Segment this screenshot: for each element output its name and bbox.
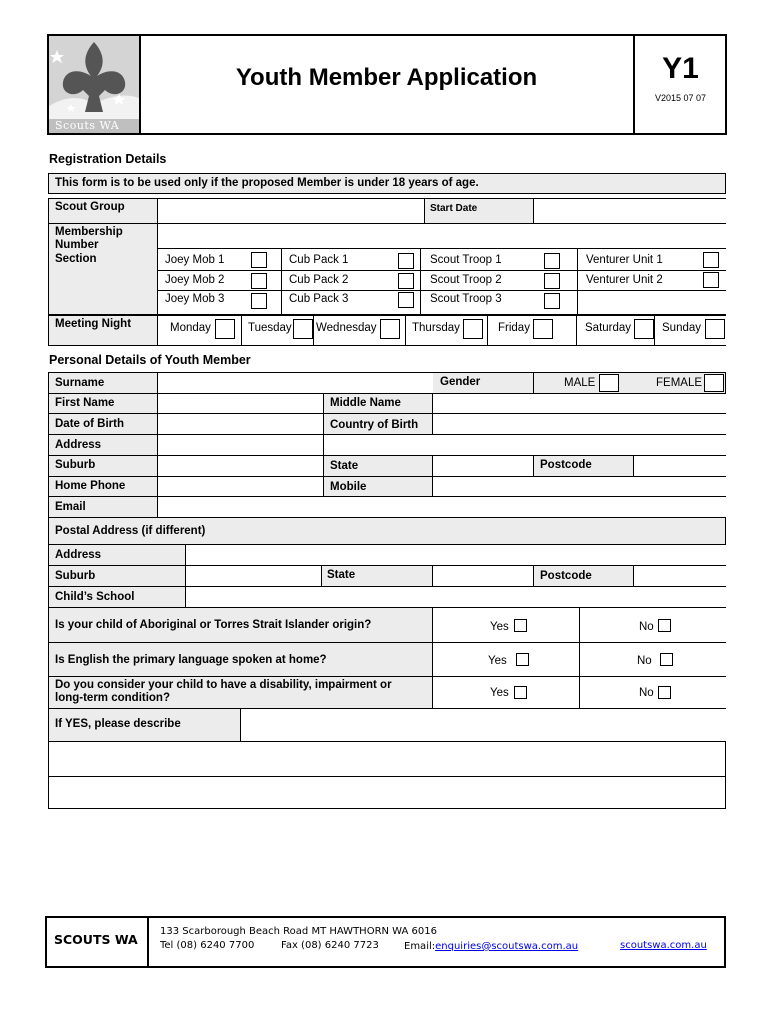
page-title: Youth Member Application: [235, 64, 538, 91]
checkbox-friday[interactable]: [533, 319, 553, 339]
checkbox-joey-2[interactable]: [251, 273, 267, 289]
describe-label: If YES, please describe: [55, 718, 181, 730]
mobile-input[interactable]: [432, 477, 726, 496]
postal-postcode-input[interactable]: [633, 566, 726, 586]
suburb-label: Suburb: [55, 459, 96, 471]
postal-address-label: Address: [55, 549, 102, 561]
section-cub-1: Cub Pack 1: [289, 254, 349, 266]
checkbox-joey-3[interactable]: [251, 293, 267, 309]
gender-female-label: FEMALE: [656, 377, 703, 389]
disability-yes-label: Yes: [490, 687, 509, 699]
email-label: Email: [55, 501, 86, 513]
section-venturer-1: Venturer Unit 1: [586, 254, 663, 266]
childs-school-label: Child’s School: [55, 591, 135, 603]
checkbox-venturer-1[interactable]: [703, 252, 719, 268]
section-label: Section: [55, 253, 97, 265]
state-label: State: [330, 460, 359, 472]
checkbox-disability-yes[interactable]: [514, 686, 527, 699]
checkbox-monday[interactable]: [215, 319, 235, 339]
footer-fax: Fax (08) 6240 7723: [281, 940, 379, 951]
meeting-night-label: Meeting Night: [55, 318, 132, 330]
section-scout-3: Scout Troop 3: [430, 293, 502, 305]
registration-heading: Registration Details: [49, 152, 167, 166]
form-code: Y1: [662, 52, 699, 85]
membership-number-label: Membership Number: [55, 226, 123, 251]
aboriginal-yes-label: Yes: [490, 621, 509, 633]
section-scout-2: Scout Troop 2: [430, 274, 502, 286]
checkbox-joey-1[interactable]: [251, 252, 267, 268]
section-venturer-2: Venturer Unit 2: [586, 274, 663, 286]
english-yes-label: Yes: [488, 655, 507, 667]
checkbox-aboriginal-no[interactable]: [658, 619, 671, 632]
checkbox-venturer-2[interactable]: [703, 272, 719, 288]
day-friday: Friday: [498, 322, 530, 334]
footer-org: SCOUTS WA: [54, 932, 138, 947]
checkbox-cub-1[interactable]: [398, 253, 414, 269]
checkbox-tuesday[interactable]: [293, 319, 313, 339]
english-no-label: No: [637, 655, 652, 667]
postal-postcode-label: Postcode: [540, 570, 592, 582]
country-of-birth-input[interactable]: [432, 414, 726, 434]
form-version: V2015 07 07: [654, 93, 707, 103]
country-of-birth-label: Country of Birth: [330, 419, 419, 431]
aboriginal-question: Is your child of Aboriginal or Torres Strait Islander origin?: [55, 619, 372, 631]
day-tuesday: Tuesday: [248, 322, 292, 334]
age-notice-text: This form is to be used only if the proposed Member is under 18 years of age.: [55, 177, 479, 189]
checkbox-scout-2[interactable]: [544, 273, 560, 289]
day-wednesday: Wednesday: [316, 322, 377, 334]
state-input[interactable]: [432, 456, 534, 476]
checkbox-cub-2[interactable]: [398, 273, 414, 289]
membership-number-input[interactable]: [157, 224, 726, 248]
checkbox-scout-1[interactable]: [544, 253, 560, 269]
checkbox-english-no[interactable]: [660, 653, 673, 666]
surname-input[interactable]: [157, 373, 433, 393]
childs-school-input[interactable]: [185, 587, 726, 607]
personal-heading: Personal Details of Youth Member: [49, 353, 251, 367]
middle-name-label: Middle Name: [330, 397, 401, 409]
section-joey-1: Joey Mob 1: [165, 254, 225, 266]
home-phone-input[interactable]: [157, 477, 324, 496]
checkbox-thursday[interactable]: [463, 319, 483, 339]
age-notice: [48, 173, 726, 194]
section-scout-1: Scout Troop 1: [430, 254, 502, 266]
middle-name-input[interactable]: [432, 394, 726, 413]
footer-tel: Tel (08) 6240 7700: [160, 940, 255, 951]
gender-label: Gender: [440, 376, 481, 388]
postal-state-label: State: [327, 569, 356, 581]
section-joey-2: Joey Mob 2: [165, 274, 225, 286]
gender-male-label: MALE: [564, 377, 596, 389]
postal-state-input[interactable]: [432, 566, 534, 586]
suburb-input[interactable]: [157, 456, 324, 476]
scout-group-label: Scout Group: [55, 201, 125, 213]
checkbox-scout-3[interactable]: [544, 293, 560, 309]
day-saturday: Saturday: [585, 322, 632, 334]
checkbox-male[interactable]: [599, 374, 619, 392]
start-date-label: Start Date: [430, 203, 478, 214]
describe-line-3[interactable]: [49, 777, 725, 808]
footer-email: [404, 941, 578, 952]
checkbox-female[interactable]: [704, 374, 724, 392]
footer-email-label: Email:: [404, 941, 436, 952]
section-cub-3: Cub Pack 3: [289, 293, 349, 305]
postal-suburb-label: Suburb: [55, 570, 96, 582]
postcode-input[interactable]: [633, 456, 726, 476]
dob-input[interactable]: [157, 414, 324, 434]
email-input[interactable]: [157, 497, 726, 517]
mobile-label: Mobile: [330, 481, 367, 493]
checkbox-cub-3[interactable]: [398, 292, 414, 308]
day-monday: Monday: [170, 322, 211, 334]
checkbox-aboriginal-yes[interactable]: [514, 619, 527, 632]
dob-label: Date of Birth: [55, 418, 124, 430]
disability-no-label: No: [639, 687, 654, 699]
footer-email-link[interactable]: enquiries@scoutswa.com.au: [435, 941, 579, 952]
day-sunday: Sunday: [662, 322, 702, 334]
logo-text: Scouts WA: [55, 119, 120, 132]
describe-line-2[interactable]: [49, 742, 725, 776]
aboriginal-no-label: No: [639, 621, 654, 633]
section-joey-3: Joey Mob 3: [165, 293, 225, 305]
postal-address-input[interactable]: [185, 545, 726, 565]
surname-label: Surname: [55, 377, 105, 389]
section-cub-2: Cub Pack 2: [289, 274, 349, 286]
address-label: Address: [55, 439, 102, 451]
scouts-wa-logo: [49, 36, 139, 133]
checkbox-saturday[interactable]: [634, 319, 654, 339]
checkbox-disability-no[interactable]: [658, 686, 671, 699]
checkbox-wednesday[interactable]: [380, 319, 400, 339]
first-name-label: First Name: [55, 397, 115, 409]
first-name-input[interactable]: [157, 394, 324, 413]
footer-website-link[interactable]: scoutswa.com.au: [620, 940, 707, 951]
day-thursday: Thursday: [412, 322, 460, 334]
postal-address-heading: Postal Address (if different): [55, 525, 206, 537]
disability-question: Do you consider your child to have a disability, impairment or long-term condition?: [55, 679, 392, 704]
describe-input[interactable]: [240, 709, 726, 741]
checkbox-english-yes[interactable]: [516, 653, 529, 666]
postcode-label: Postcode: [540, 459, 592, 471]
footer-address: 133 Scarborough Beach Road MT HAWTHORN WA 6016: [160, 926, 437, 937]
checkbox-sunday[interactable]: [705, 319, 725, 339]
address-input[interactable]: [157, 435, 726, 455]
english-question: Is English the primary language spoken at home?: [55, 654, 327, 666]
home-phone-label: Home Phone: [55, 480, 126, 492]
postal-suburb-input[interactable]: [185, 566, 322, 586]
